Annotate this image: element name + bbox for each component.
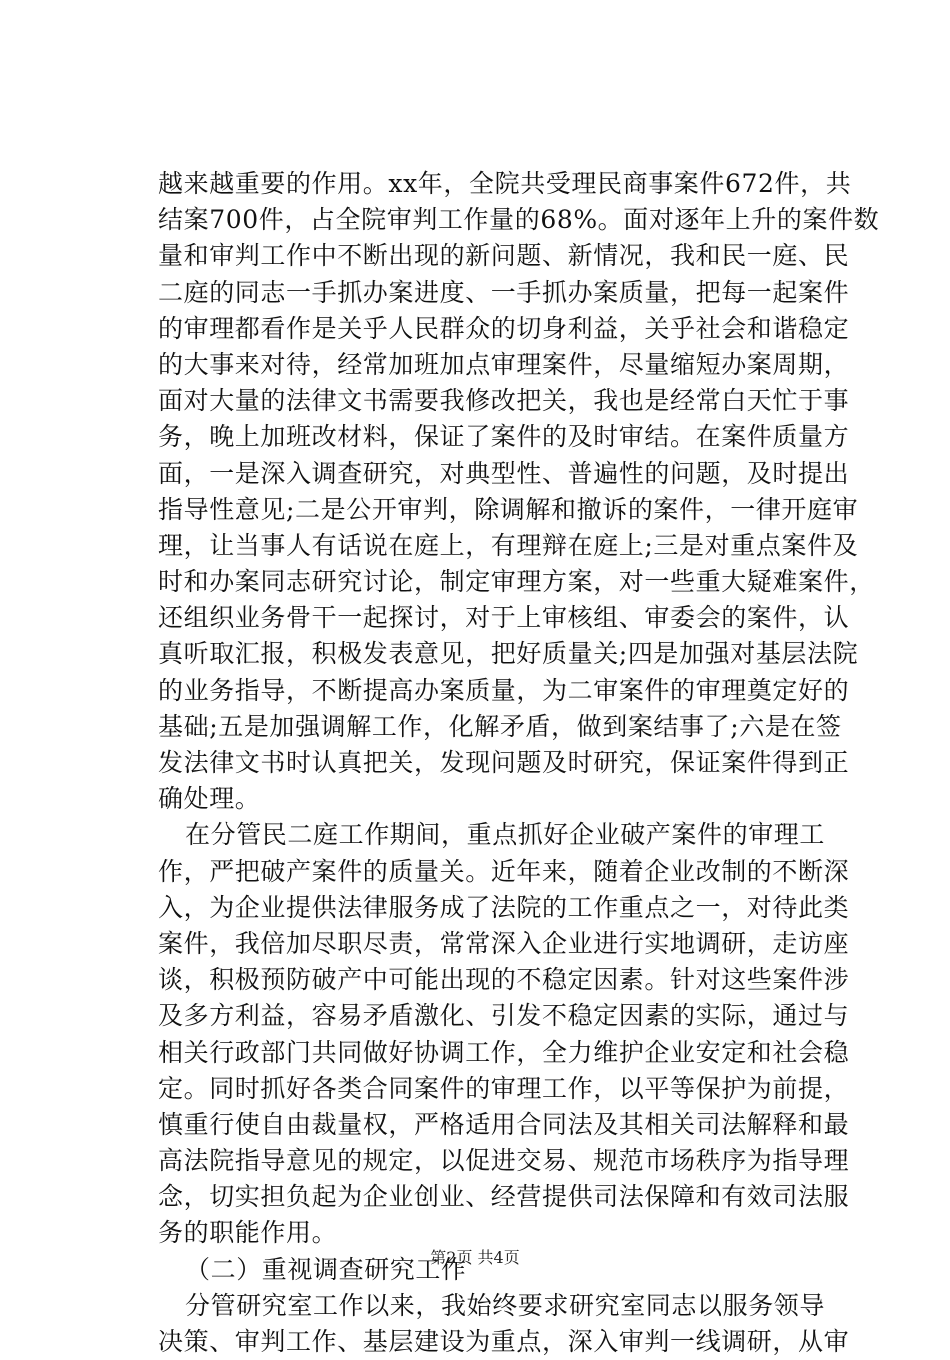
text-line: 真听取汇报，积极发表意见，把好质量关;四是加强对基层法院 [158,639,859,669]
text-line: 入，为企业提供法律服务成了法院的工作重点之一，对待此类 [158,892,850,922]
text-line: 指导性意见;二是公开审判，除调解和撤诉的案件，一律开庭审 [158,494,859,524]
paragraph-start-line: 在分管民二庭工作期间，重点抓好企业破产案件的审理工 [185,820,826,850]
body-text [158,166,880,1360]
text-line: 案件，我倍加尽职尽责，常常深入企业进行实地调研，走访座 [158,928,850,958]
text-line: 的大事来对待，经常加班加点审理案件，尽量缩短办案周期， [158,349,850,379]
text-line: 务的职能作用。 [158,1218,338,1248]
text-line: 二庭的同志一手抓办案进度、一手抓办案质量，把每一起案件 [158,277,850,307]
text-line: 慎重行使自由裁量权，严格适用合同法及其相关司法解释和最 [158,1109,850,1139]
text-line: 还组织业务骨干一起探讨，对于上审核组、审委会的案件，认 [158,603,850,633]
text-line: 及多方利益，容易矛盾激化、引发不稳定因素的实际，通过与 [158,1001,850,1031]
text-line: 面对大量的法律文书需要我修改把关，我也是经常白天忙于事 [158,386,850,416]
paragraph-start-line: 分管研究室工作以来，我始终要求研究室同志以服务领导 [185,1290,826,1320]
text-line: 时和办案同志研究讨论，制定审理方案，对一些重大疑难案件， [158,567,875,597]
text-line: 定。同时抓好各类合同案件的审理工作，以平等保护为前提， [158,1073,850,1103]
text-line: 量和审判工作中不断出现的新问题、新情况，我和民一庭、民 [158,241,850,271]
text-line: 务，晚上加班改材料，保证了案件的及时审结。在案件质量方 [158,422,850,452]
page-footer [0,1245,950,1268]
text-line: 相关行政部门共同做好协调工作，全力维护企业安定和社会稳 [158,1037,850,1067]
text-line: 越来越重要的作用。xx年，全院共受理民商事案件672件，共 [158,169,852,198]
text-line: 决策、审判工作、基层建设为重点，深入审判一线调研，从审 [158,1327,850,1356]
section-heading: （二）重视调查研究工作 [185,1254,467,1284]
text-line: 谈，积极预防破产中可能出现的不稳定因素。针对这些案件涉 [158,965,850,995]
text-line: 面，一是深入调查研究，对典型性、普遍性的问题，及时提出 [158,458,850,488]
text-line: 高法院指导意见的规定，以促进交易、规范市场秩序为指导理 [158,1146,850,1176]
text-line: 念，切实担负起为企业创业、经营提供司法保障和有效司法服 [158,1182,850,1212]
text-line: 结案700件，占全院审判工作量的68%。面对逐年上升的案件数 [158,205,880,235]
text-line: 的业务指导，不断提高办案质量，为二审案件的审理奠定好的 [158,675,850,705]
text-line: 作，严把破产案件的质量关。近年来，随着企业改制的不断深 [158,856,850,886]
text-line: 理，让当事人有话说在庭上，有理辩在庭上;三是对重点案件及 [158,530,859,560]
text-line: 发法律文书时认真把关，发现问题及时研究，保证案件得到正 [158,748,850,777]
text-line: 的审理都看作是关乎人民群众的切身利益，关乎社会和谐稳定 [158,313,850,343]
page-indicator: 第2页 共4页 [430,1248,520,1267]
text-line: 确处理。 [158,784,261,814]
text-line: 基础;五是加强调解工作，化解矛盾，做到案结事了;六是在签 [158,711,842,741]
